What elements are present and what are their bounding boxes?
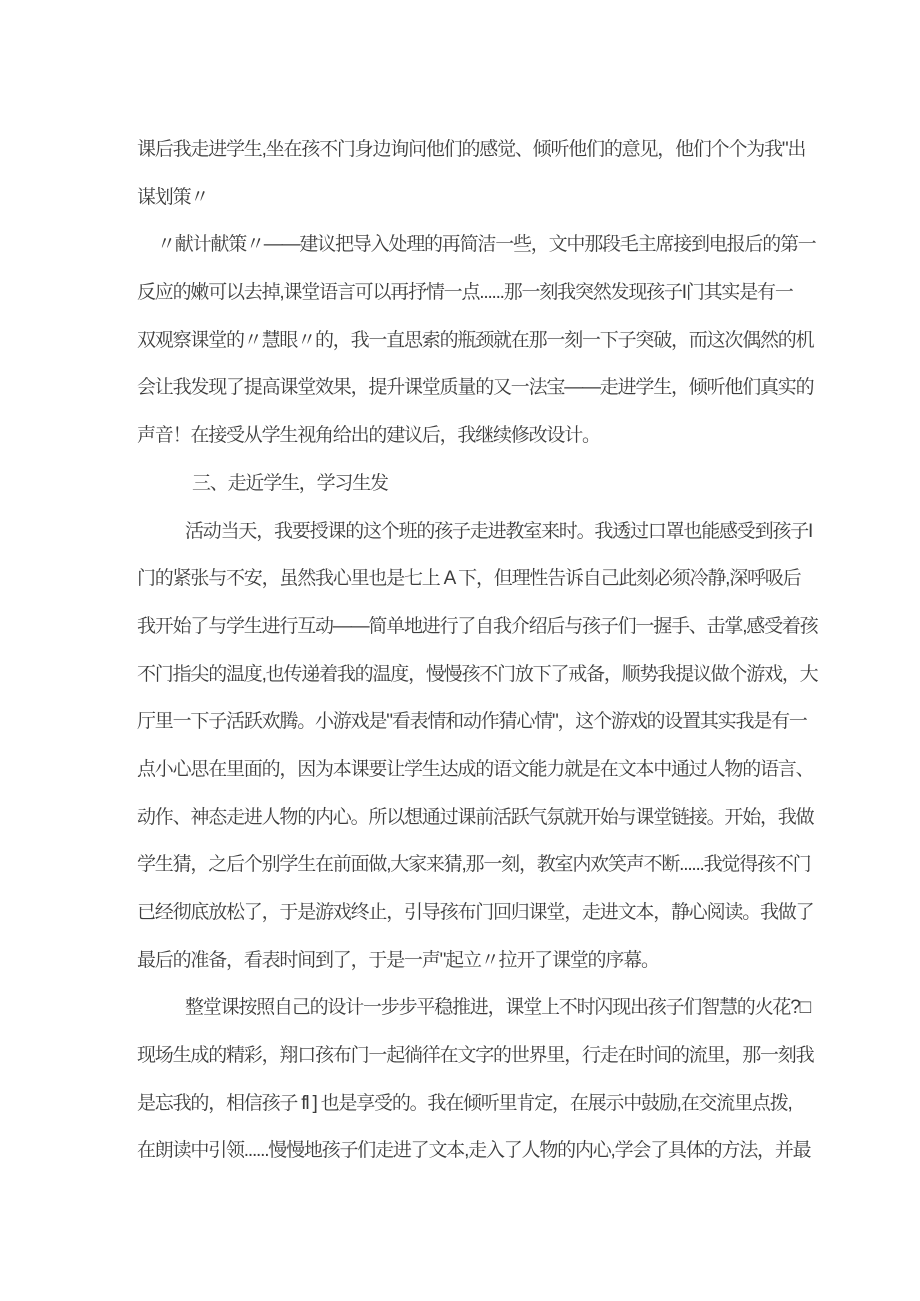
text-line: 现场生成的精彩，翔口孩布门一起徜徉在文字的世界里，行走在时间的流里，那一刻我 bbox=[137, 1045, 814, 1067]
text-line: 门的紧张与不安，虽然我心里也是七上 A 下，但理性告诉自己此刻必须冷静,深呼吸后 bbox=[137, 568, 801, 590]
text-line: 厅里一下子活跃欢腾。小游戏是"看表情和动作猜心情"，这个游戏的设置其实我是有一 bbox=[137, 711, 807, 733]
text-line: 动作、神态走进人物的内心。所以想通过课前活跃气氛就开始与课堂链接。开始，我做 bbox=[137, 806, 814, 828]
text-line: 双观察课堂的〃慧眼〃的，我一直思索的瓶颈就在那一刻一下子突破，而这次偶然的机 bbox=[137, 329, 814, 351]
text-line: 学生猜，之后个别学生在前面做,大家来猜,那一刻，教室内欢笑声不断......我觉得孩不门 bbox=[137, 854, 811, 876]
text-line: 活动当天，我要授课的这个班的孩子走进教室来时。我透过口罩也能感受到孩子I bbox=[185, 520, 813, 542]
text-line: 点小心思在里面的，因为本课要让学生达成的语文能力就是在文本中通过人物的语言、 bbox=[137, 758, 814, 780]
text-line: 已经彻底放松了，于是游戏终止，引导孩布门回归课堂，走进文本，静心阅读。我做了 bbox=[137, 902, 814, 923]
text-line: 反应的嫩可以去掉,课堂语言可以再抒情一点......那一刻我突然发现孩子I门其实是有一 bbox=[137, 282, 793, 304]
section-heading: 三、走近学生，学习生发 bbox=[192, 472, 388, 494]
text-line: 我开始了与学生进行互动——简单地进行了自我介绍后与孩子们一握手、击掌,感受着孩 bbox=[137, 615, 818, 637]
text-line: 〃献计献策〃——建议把导入处理的再简洁一些，文中那段毛主席接到电报后的第一 bbox=[157, 234, 816, 256]
text-line: 会让我发现了提高课堂效果，提升课堂质量的又一法宝——走进学生，倾听他们真实的 bbox=[137, 377, 814, 399]
text-line: 整堂课按照自己的设计一步步平稳推进，课堂上不时闪现出孩子们智慧的火花?□ bbox=[185, 997, 810, 1019]
text-line: 最后的准备，看表时间到了，于是一声"起立〃拉开了课堂的序幕。 bbox=[137, 949, 659, 971]
text-line: 不门指尖的温度,也传递着我的温度，慢慢孩不门放下了戒备，顺势我提议做个游戏，大 bbox=[137, 663, 818, 685]
text-line: 谋划策〃 bbox=[137, 186, 209, 208]
text-line: 是忘我的，相信孩子 fl ] 也是享受的。我在倾听里肯定，在展示中鼓励,在交流里点拨, bbox=[137, 1092, 792, 1114]
text-line: 课后我走进学生,坐在孩不门身边询问他们的感觉、倾听他们的意见，他们个个为我"出 bbox=[137, 139, 806, 160]
document-text-block bbox=[137, 126, 827, 1175]
text-line: 在朗读中引领......慢慢地孩子们走进了文本,走入了人物的内心,学会了具体的方法，并最 bbox=[137, 1140, 811, 1162]
text-line: 声音！在接受从学生视角给出的建议后，我继续修改设计。 bbox=[137, 425, 600, 447]
